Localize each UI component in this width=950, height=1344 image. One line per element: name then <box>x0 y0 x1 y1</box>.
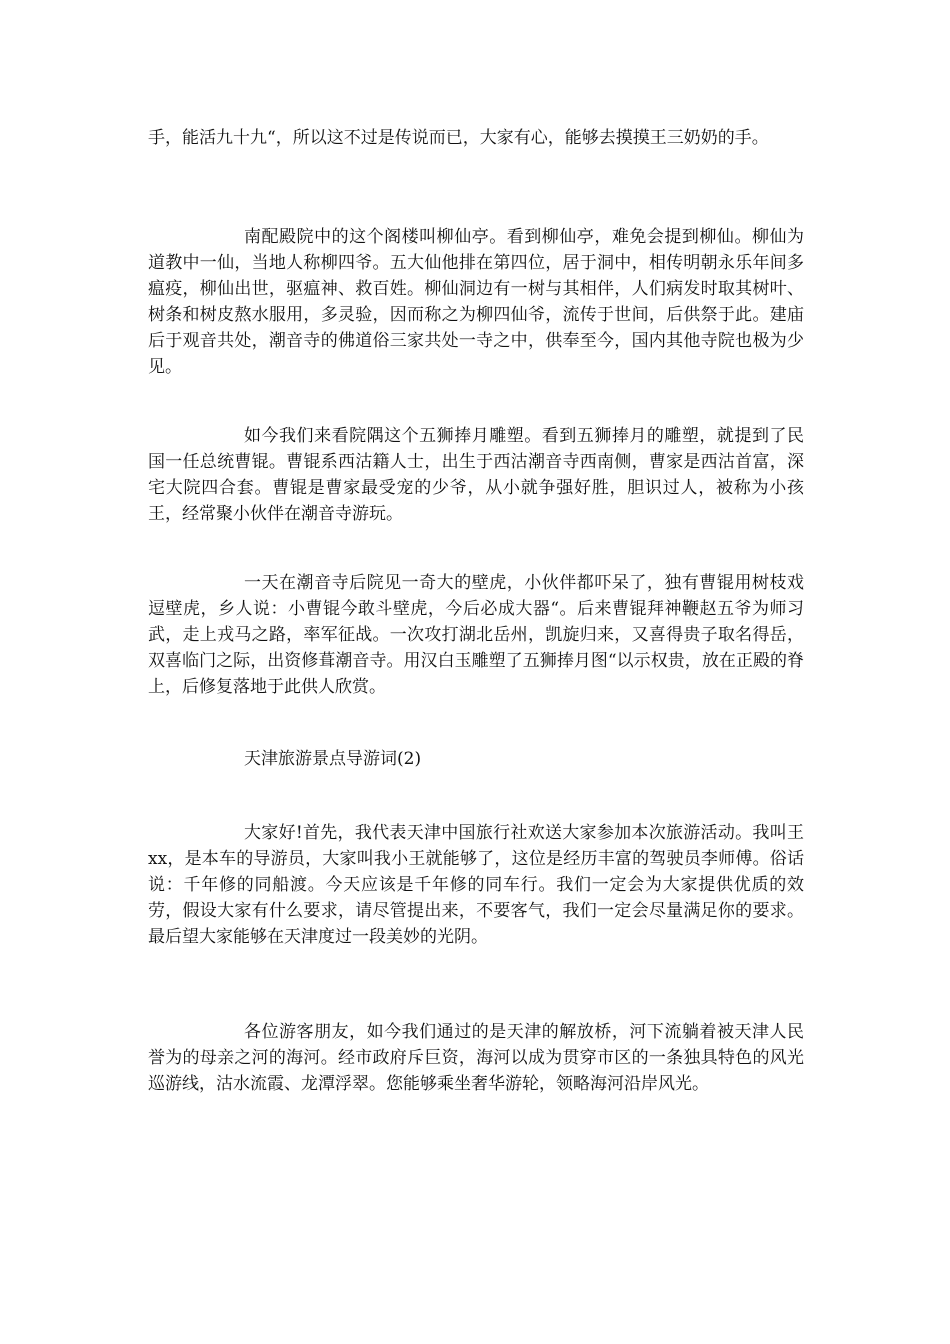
paragraph-welcome: 大家好!首先，我代表天津中国旅行社欢送大家参加本次旅游活动。我叫王 xx，是本车的导游员，大家叫我小王就能够了，这位是经历丰富的驾驶员李师傅。俗话说：千年修的同船渡。今天应该是千年修的同车行。我们一定会为大家提供优质的效劳，假设大家有什么要求，请尽管提出来，不要客气，我们一定会尽量满足你的要求。最后望大家能够在天津度过一段美妙的光阴。 <box>148 823 810 947</box>
paragraph-continuation: 手，能活九十九“，所以这不过是传说而已，大家有心，能够去摸摸王三奶奶的手。 <box>148 128 769 148</box>
paragraph-liuxian-pavilion: 南配殿院中的这个阁楼叫柳仙亭。看到柳仙亭，难免会提到柳仙。柳仙为道教中一仙，当地人称柳四爷。五大仙他排在第四位，居于洞中，相传明朝永乐年间多瘟疫，柳仙出世，驱瘟神、救百姓。柳仙洞边有一树与其相伴，人们病发时取其树叶、树条和树皮熬水服用，多灵验，因而称之为柳四仙爷，流传于世间，后供祭于此。建庙后于观音共处，潮音寺的佛道俗三家共处一寺之中，供奉至今，国内其他寺院也极为少见。 <box>148 227 804 377</box>
section-heading: 天津旅游景点导游词(2) <box>244 749 422 769</box>
paragraph-gecko-story: 一天在潮音寺后院见一奇大的壁虎，小伙伴都吓呆了，独有曹锟用树枝戏逗壁虎，乡人说：小曹锟今敢斗壁虎，今后必成大器“。后来曹锟拜神鞭赵五爷为师习武，走上戎马之路，率军征战。一次攻打湖北岳州，凯旋归来，又喜得贵子取名得岳，双喜临门之际，出资修葺潮音寺。用汉白玉雕塑了五狮捧月图“以示权贵，放在正殿的脊上，后修复落地于此供人欣赏。 <box>148 573 804 697</box>
paragraph-five-lions-sculpture: 如今我们来看院隅这个五狮捧月雕塑。看到五狮捧月的雕塑，就提到了民国一任总统曹锟。曹锟系西沽籍人士，出生于西沽潮音寺西南侧，曹家是西沽首富，深宅大院四合套。曹锟是曹家最受宠的少爷，从小就争强好胜，胆识过人，被称为小孩王，经常聚小伙伴在潮音寺游玩。 <box>148 426 804 524</box>
paragraph-haihe-river: 各位游客朋友，如今我们通过的是天津的解放桥，河下流躺着被天津人民誉为的母亲之河的海河。经市政府斥巨资，海河以成为贯穿市区的一条独具特色的风光巡游线，沽水流霞、龙潭浮翠。您能够乘坐奢华游轮，领略海河沿岸风光。 <box>148 1022 804 1094</box>
